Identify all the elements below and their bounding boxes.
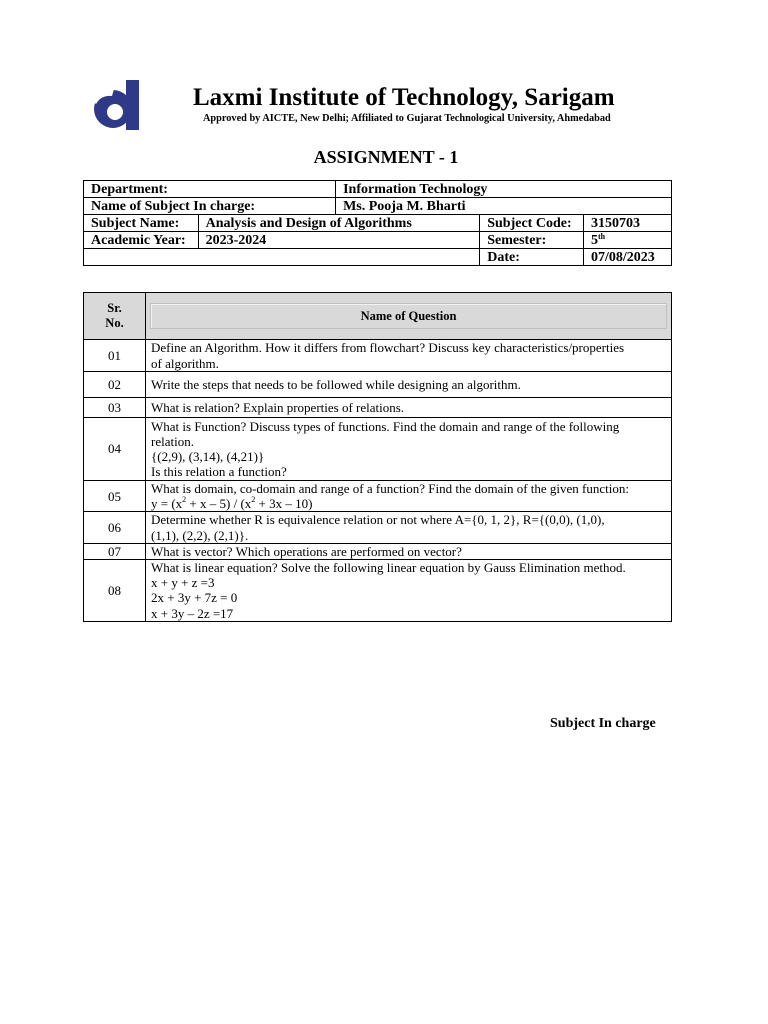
question-text bbox=[146, 398, 672, 418]
incharge-value: Ms. Pooja M. Bharti bbox=[336, 198, 672, 215]
question-line: Determine whether R is equivalence relation or not where A={0, 1, 2}, R={(0,0), (1,0), bbox=[151, 512, 605, 528]
question-line: of algorithm. bbox=[151, 355, 219, 371]
question-name-header bbox=[146, 293, 672, 340]
question-line: Is this relation a function? bbox=[151, 464, 287, 480]
question-row bbox=[84, 418, 672, 481]
question-sr-no: 04 bbox=[84, 418, 146, 481]
semester-suffix: th bbox=[598, 231, 606, 241]
question-sr-no: 07 bbox=[84, 543, 146, 559]
formula-exponent: 2 bbox=[182, 495, 187, 505]
question-line: x + 3y – 2z =17 bbox=[151, 605, 234, 621]
question-row bbox=[84, 481, 672, 512]
question-line: x + y + z =3 bbox=[151, 575, 215, 591]
question-line: What is domain, co-domain and range of a function? Find the domain of the given function: bbox=[151, 481, 629, 496]
department-value: Information Technology bbox=[336, 181, 672, 198]
question-row bbox=[84, 372, 672, 398]
info-row-subject bbox=[84, 215, 672, 232]
question-row bbox=[84, 543, 672, 559]
questions-table bbox=[83, 292, 672, 622]
question-line: What is Function? Discuss types of functions. Find the domain and range of the following bbox=[151, 418, 620, 434]
questions-header-row bbox=[84, 293, 672, 340]
question-sr-no: 08 bbox=[84, 560, 146, 622]
info-row-department bbox=[84, 181, 672, 198]
date-value: 07/08/2023 bbox=[584, 249, 672, 266]
question-line: (1,1), (2,2), (2,1)}. bbox=[151, 527, 249, 543]
question-row bbox=[84, 512, 672, 543]
subject-code-label: Subject Code: bbox=[480, 215, 584, 232]
formula-part: + 3x – 10) bbox=[255, 496, 313, 512]
question-text bbox=[146, 560, 672, 622]
info-row-year bbox=[84, 232, 672, 249]
info-row-incharge bbox=[84, 198, 672, 215]
questions-body bbox=[84, 340, 672, 622]
question-sr-no: 03 bbox=[84, 398, 146, 418]
subject-name-value: Analysis and Design of Algorithms bbox=[198, 215, 480, 232]
question-sr-no: 02 bbox=[84, 372, 146, 398]
question-sr-no: 05 bbox=[84, 481, 146, 512]
subject-code-value: 3150703 bbox=[584, 215, 672, 232]
question-formula bbox=[151, 496, 668, 511]
question-line: Write the steps that needs to be followed while designing an algorithm. bbox=[151, 376, 521, 392]
subject-name-label: Subject Name: bbox=[84, 215, 199, 232]
question-text bbox=[146, 372, 672, 398]
formula-exponent: 2 bbox=[251, 495, 256, 505]
question-line: 2x + 3y + 7z = 0 bbox=[151, 590, 238, 606]
assignment-title: ASSIGNMENT - 1 bbox=[313, 147, 459, 167]
sr-header-line2: No. bbox=[105, 316, 124, 330]
date-label: Date: bbox=[480, 249, 584, 266]
formula-part: y = (x bbox=[151, 496, 183, 512]
academic-year-label: Academic Year: bbox=[84, 232, 199, 249]
formula-part: + x – 5) / (x bbox=[186, 496, 252, 512]
question-row bbox=[84, 340, 672, 372]
question-text bbox=[146, 418, 672, 481]
question-row bbox=[84, 398, 672, 418]
question-line: What is relation? Explain properties of relations. bbox=[151, 399, 405, 415]
question-sr-no: 06 bbox=[84, 512, 146, 543]
semester-label: Semester: bbox=[480, 232, 584, 249]
question-text bbox=[146, 481, 672, 512]
question-text bbox=[146, 512, 672, 543]
question-text bbox=[146, 543, 672, 559]
institute-name: Laxmi Institute of Technology, Sarigam bbox=[193, 84, 615, 111]
question-name-header-label: Name of Question bbox=[150, 303, 667, 329]
sr-header-line1: Sr. bbox=[107, 300, 122, 315]
semester-cell bbox=[584, 232, 672, 249]
info-row-date bbox=[84, 249, 672, 266]
signature-label: Subject In charge bbox=[550, 716, 656, 731]
department-label: Department: bbox=[84, 181, 336, 198]
sr-no-header bbox=[84, 293, 146, 340]
question-line: {(2,9), (3,14), (4,21)} bbox=[151, 449, 265, 464]
question-text bbox=[146, 340, 672, 372]
question-line: Define an Algorithm. How it differs from flowchart? Discuss key characteristics/properties bbox=[151, 340, 625, 356]
institute-affiliation: Approved by AICTE, New Delhi; Affiliated to Gujarat Technological University, Ahmedabad bbox=[203, 113, 611, 124]
institute-logo bbox=[88, 80, 142, 134]
semester-value: 5 bbox=[591, 232, 599, 248]
incharge-label: Name of Subject In charge: bbox=[84, 198, 336, 215]
question-line: relation. bbox=[151, 433, 194, 449]
subject-info-table bbox=[83, 180, 672, 266]
academic-year-value: 2023-2024 bbox=[198, 232, 480, 249]
empty-cell bbox=[84, 249, 480, 266]
question-line: What is vector? Which operations are performed on vector? bbox=[151, 543, 462, 559]
question-line: What is linear equation? Solve the following linear equation by Gauss Elimination method. bbox=[151, 560, 626, 576]
question-sr-no: 01 bbox=[84, 340, 146, 372]
question-row bbox=[84, 560, 672, 622]
